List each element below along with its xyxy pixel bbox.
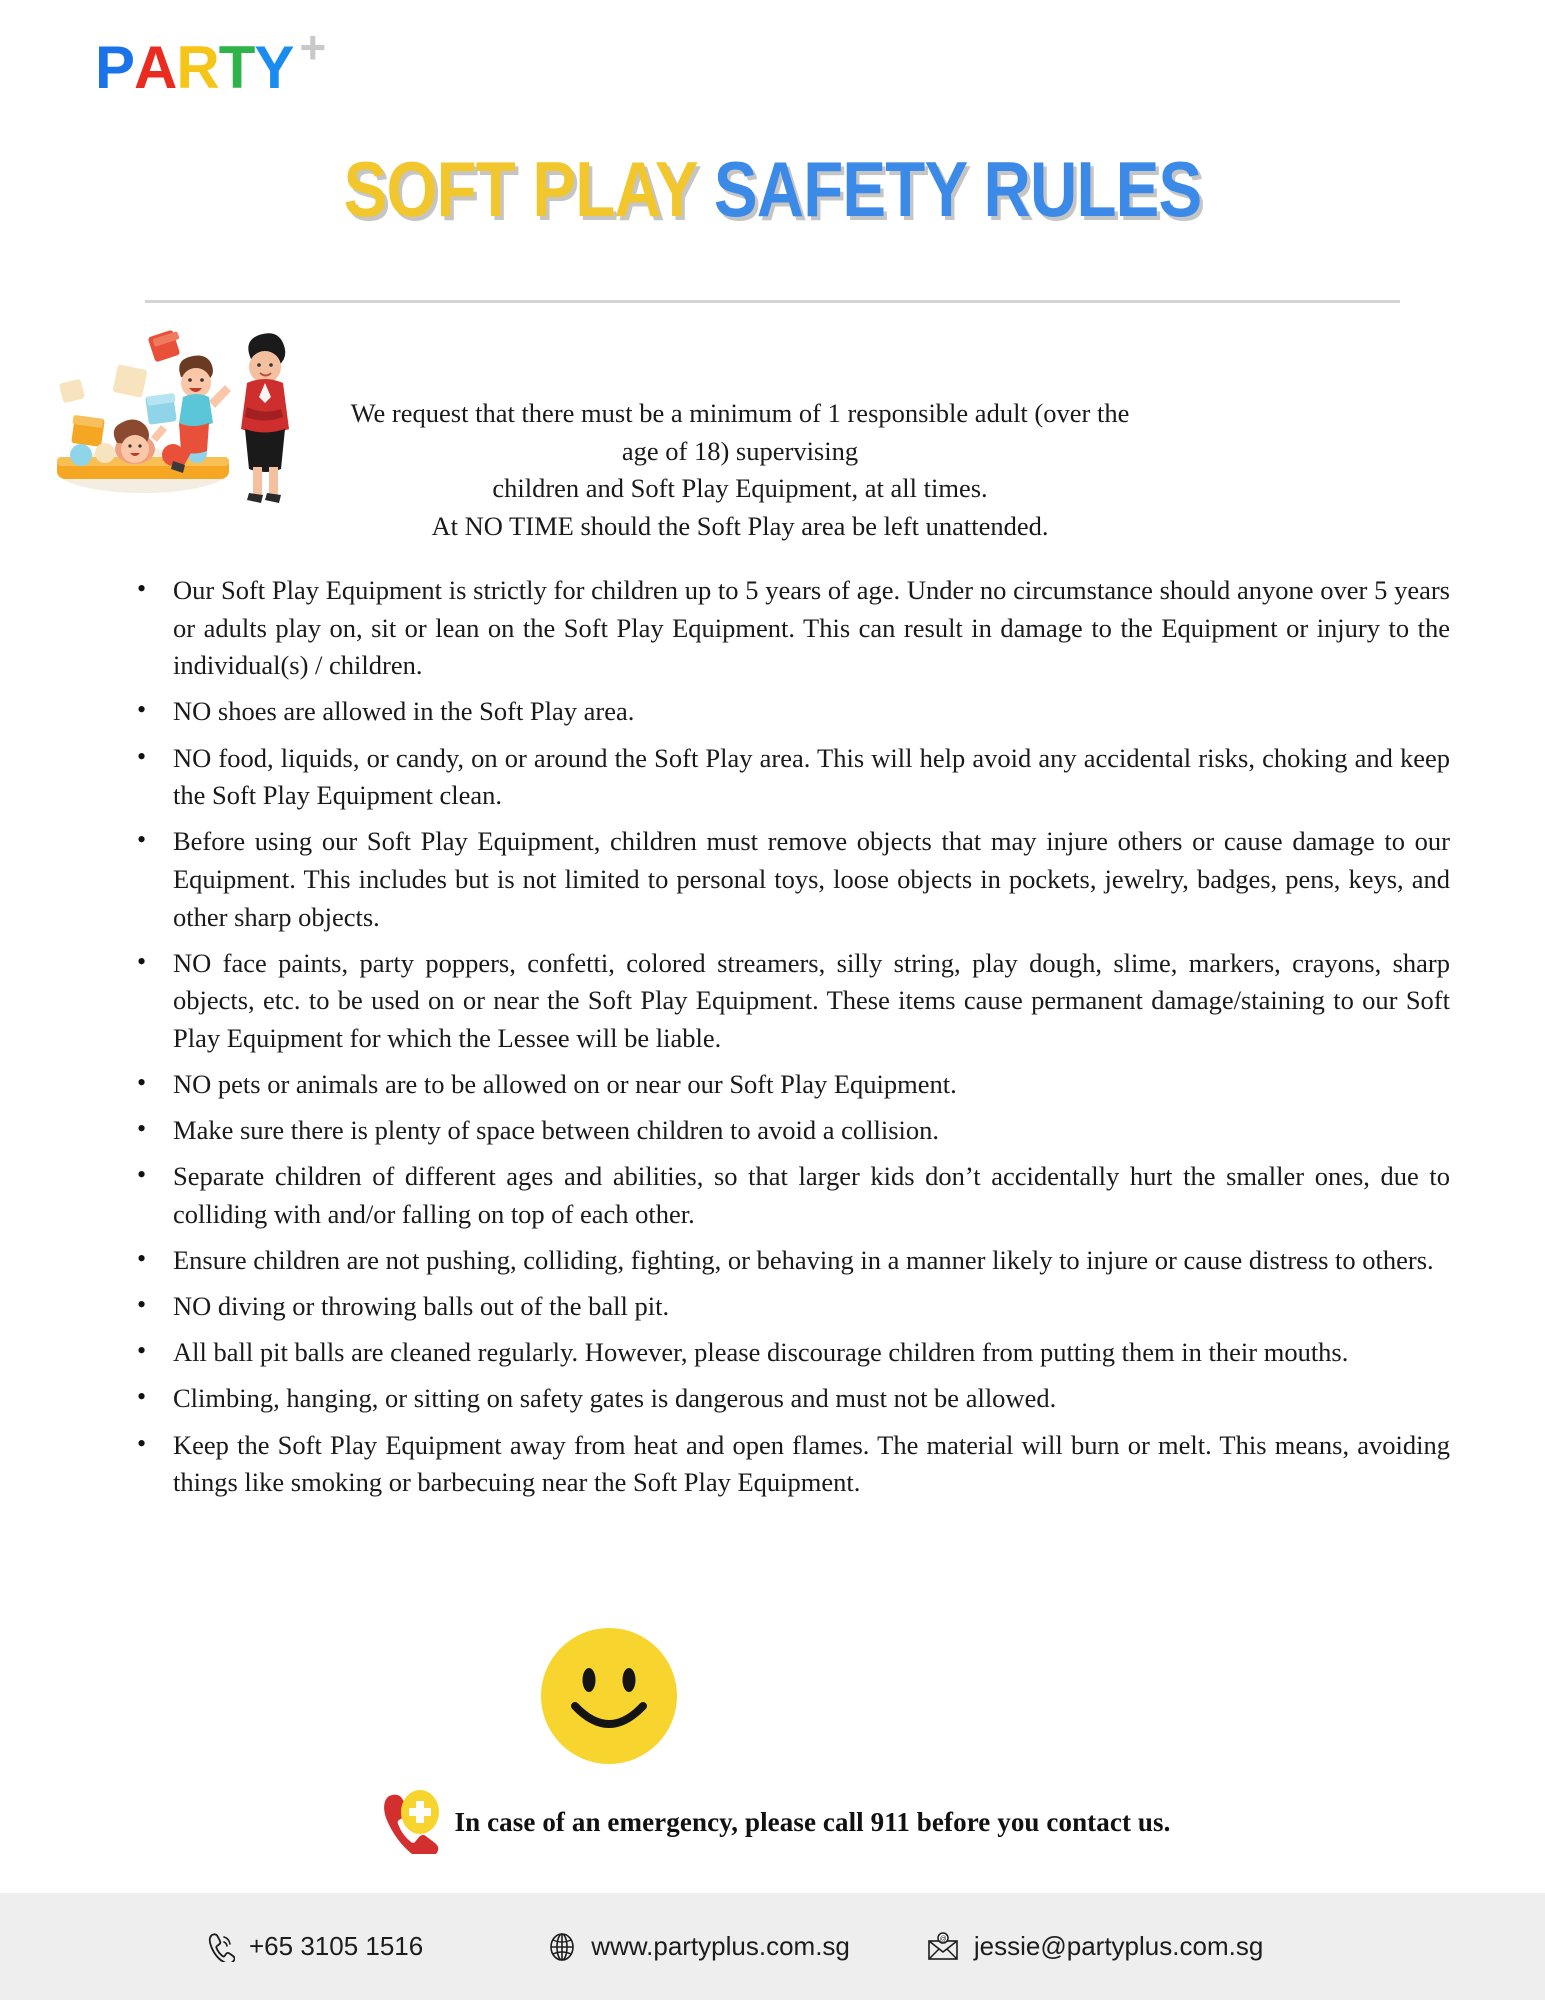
logo-letter-t: T: [218, 34, 255, 101]
rule-item: • Climbing, hanging, or sitting on safety gates is dangerous and must not be allowed.: [137, 1380, 1450, 1418]
page-title: [0, 145, 1545, 233]
rule-item: • NO food, liquids, or candy, on or around the Soft Play area. This will help avoid any accidental risks, choking and keep the Soft Play Equipment clean.: [137, 740, 1450, 815]
intro-line-3: At NO TIME should the Soft Play area be left unattended.: [431, 510, 1049, 541]
footer-phone-text: +65 3105 1516: [249, 1931, 424, 1961]
intro-paragraph: [330, 395, 1150, 546]
supervising-adult: [241, 333, 289, 503]
footer-phone[interactable]: [205, 1931, 423, 1962]
title-part-soft-play: SOFT PLAY: [343, 145, 697, 233]
rule-item: • Make sure there is plenty of space between children to avoid a collision.: [137, 1112, 1450, 1150]
rule-item: • NO shoes are allowed in the Soft Play area.: [137, 693, 1450, 731]
safety-rules-list: [95, 572, 1450, 1510]
svg-text:@: @: [939, 1935, 947, 1943]
title-part-safety-rules: SAFETY RULES: [713, 145, 1202, 233]
footer-website-text: www.partyplus.com.sg: [591, 1931, 850, 1961]
footer-bar: [0, 1893, 1545, 2000]
header-divider: [145, 300, 1400, 303]
rule-item: • All ball pit balls are cleaned regularly. However, please discourage children from putting them in their mouths.: [137, 1334, 1450, 1372]
emergency-notice: [0, 1790, 1545, 1854]
rule-item: • NO pets or animals are to be allowed on or near our Soft Play Equipment.: [137, 1066, 1450, 1104]
brand-logo-wordmark: [95, 34, 294, 101]
logo-letter-y: Y: [254, 34, 294, 101]
rule-item: • NO face paints, party poppers, confetti, colored streamers, silly string, play dough, slime, markers, crayons, sharp objects, etc. to be used on or near the Soft Play Equipment. These items cause permanent damage/staining to our Soft Play Equipment for which the Lessee will be liable.: [137, 945, 1450, 1058]
rule-item: • Separate children of different ages and abilities, so that larger kids don’t accidentally hurt the smaller ones, due to colliding with and/or falling on top of each other.: [137, 1158, 1450, 1233]
intro-line-1: We request that there must be a minimum of 1 responsible adult (over the age of 18) supervising: [350, 398, 1130, 466]
ball-pit-illustration: [55, 325, 315, 515]
footer-website[interactable]: [547, 1931, 850, 1962]
phone-icon: [205, 1932, 235, 1962]
globe-icon: [547, 1932, 577, 1962]
emergency-text: In case of an emergency, please call 911 before you contact us.: [454, 1806, 1171, 1837]
rule-item: • Our Soft Play Equipment is strictly for children up to 5 years of age. Under no circumstance should anyone over 5 years or adults play on, sit or lean on the Soft Play Equipment. This can result in damage to the Equipment or injury to the individual(s) / children.: [137, 572, 1450, 685]
logo-letter-r: R: [176, 34, 219, 101]
emergency-phone-icon: [375, 1790, 445, 1854]
intro-line-2: children and Soft Play Equipment, at all times.: [492, 473, 988, 504]
footer-email[interactable]: [926, 1931, 1263, 1962]
rule-item: • NO diving or throwing balls out of the ball pit.: [137, 1288, 1450, 1326]
rule-item: • Ensure children are not pushing, colliding, fighting, or behaving in a manner likely to injure or cause distress to others.: [137, 1242, 1450, 1280]
rule-item: • Keep the Soft Play Equipment away from heat and open flames. The material will burn or melt. This means, avoiding things like smoking or barbecuing near the Soft Play Equipment.: [137, 1427, 1450, 1502]
smiley-face-icon: [541, 1628, 677, 1764]
logo-letter-p: P: [95, 34, 135, 101]
logo-letter-a: A: [134, 34, 177, 101]
plus-icon: +: [299, 21, 327, 73]
envelope-icon: [926, 1932, 960, 1962]
rule-item: • Before using our Soft Play Equipment, children must remove objects that may injure others or cause damage to our Equipment. This includes but is not limited to personal toys, loose objects in pockets, jewelry, badges, pens, keys, and other sharp objects.: [137, 823, 1450, 936]
brand-logo: [95, 21, 327, 101]
footer-email-text: jessie@partyplus.com.sg: [973, 1931, 1264, 1961]
